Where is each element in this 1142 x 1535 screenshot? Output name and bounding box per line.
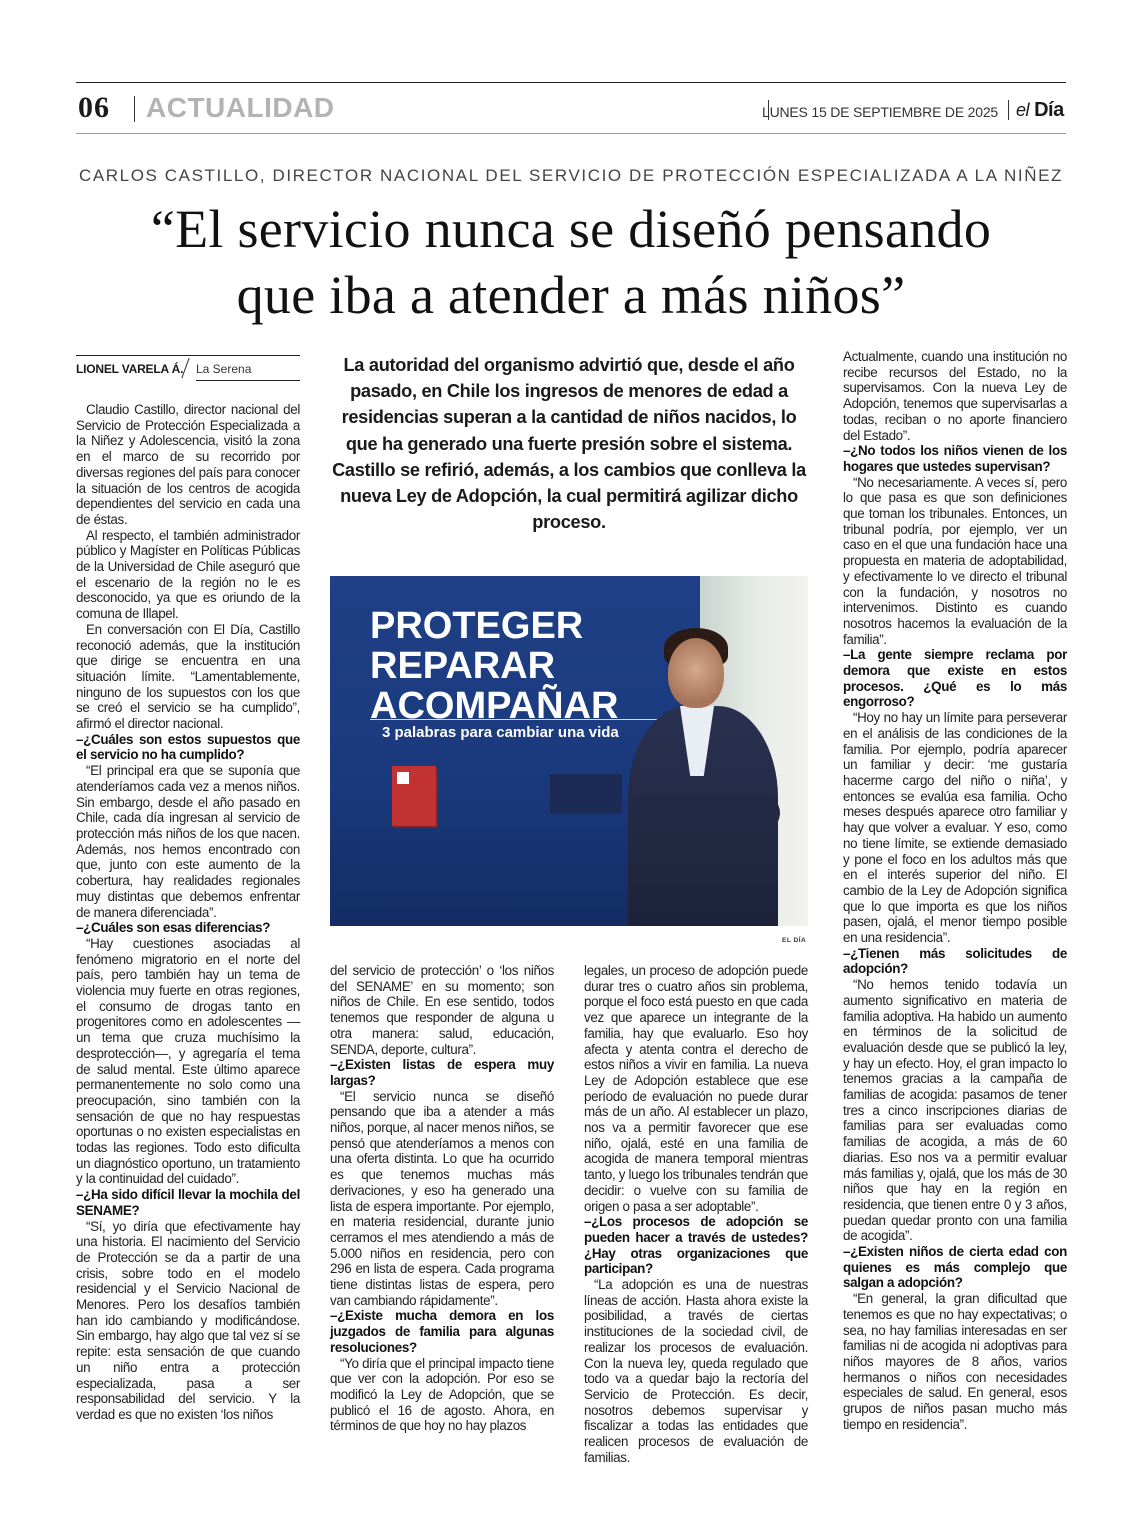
byline-rule xyxy=(76,355,300,356)
article-column-2 xyxy=(330,963,554,1434)
paragraph: “Yo diría que el principal impacto tiene que ver con la adopción. Por eso se modificó la Ley de Adopción, que se publicó el 16 de agosto. Ahora, en términos de que hoy no hay plazos xyxy=(330,1355,554,1434)
paragraph: “No hemos tenido todavía un aumento significativo en materia de familia adoptiva. Ha habido un aumento en términos de la solicitud de evaluación desde que se publicó la ley, y hay un efecto. Hoy, el gran impacto lo tenemos gracias a la campaña de familias de acogida: pasamos de tener tres a cinco inscripciones diarias de familias para ser evaluadas como familias de acogida, a más de 60 diarias. Eso nos va a permitir evaluar más familias y, ojalá, que los más de 30 niños que hay en la región en residencia, que tienen entre 0 y 3 años, puedan quedar pronto con una familia de acogida”. xyxy=(843,977,1067,1244)
paragraph: “No necesariamente. A veces sí, pero lo que pasa es que son definiciones que toman los tribunales. Entonces, un tribunal podría, por ejemplo, ver un caso en el que una fundación hace una propuesta en materia de adoptabilidad, y efectivamente lo ve directo el tribunal con la fundación, y nosotros no intervenimos. Distinto es cuando nosotros hacemos la evaluación de la familia”. xyxy=(843,474,1067,647)
top-rule xyxy=(76,82,1066,83)
person-arms xyxy=(630,794,780,832)
paragraph: En conversación con El Día, Castillo reconoció además, que la institución que dirige se encuentra en una situación límite. “Lamentablemente, ninguno de los supuestos con los que se creó el servicio se ha cumplido”, afirmó el director nacional. xyxy=(76,621,300,732)
paragraph: “Sí, yo diría que efectivamente hay una historia. El nacimiento del Servicio de Protección se da a partir de una crisis, sobre todo en el modelo residencial y el Servicio Nacional de Menores. Pero los desafíos también han ido cambiando y modificándose. Sin embargo, hay algo que tal vez sí se repite: esta sensación de que cuando un niño entra a protección especializada, pasa a ser responsabilidad del servicio. Y la verdad es que no existen ‘los niños xyxy=(76,1218,300,1422)
person-head xyxy=(668,638,724,708)
interview-question: –¿Existen niños de cierta edad con quienes es más complejo que salgan a adopción? xyxy=(843,1244,1067,1291)
headline-line-1: “El servicio nunca se diseñó pensando xyxy=(150,199,992,259)
paragraph: Claudio Castillo, director nacional del Servicio de Protección Especializada a la Niñez y Adolescencia, visitó la zona en el marco de su recorrido por diversas regiones del país para conocer la situación de los centros de acogida dependientes del servicio en cada una de éstas. xyxy=(76,402,300,527)
header-rule xyxy=(76,133,1066,134)
paragraph: del servicio de protección’ o ‘los niños del SENAME’ en su momento; son niños de Chile. En ese sentido, todos tenemos que responder de alguna u otra manera: salud, educación, SENDA, deporte, cultura”. xyxy=(330,963,554,1057)
article-column-1 xyxy=(76,402,300,1423)
interview-question: –¿Ha sido difícil llevar la mochila del SENAME? xyxy=(76,1187,300,1218)
photo-credit: EL DÍA xyxy=(782,937,807,944)
article-lead: La autoridad del organismo advirtió que, desde el año pasado, en Chile los ingresos de menores de edad a residencias superan a la cantidad de niños nacidos, lo que ha generado una fuerte presión sobre el sistema. Castillo se refirió, además, a los cambios que conlleva la nueva Ley de Adopción, la cual permitirá agilizar dicho proceso. xyxy=(332,355,806,533)
interview-question: –¿Cuáles son estos supuestos que el servicio no ha cumplido? xyxy=(76,731,300,763)
newspaper-logo: el Día xyxy=(1016,99,1064,121)
paragraph: “El servicio nunca se diseñó pensando que iba a atender a más niños, porque, al nacer menos niños, se pensó que atenderíamos a menos con una oferta distinta. Lo que ha ocurrido es que tenemos muchas más derivaciones, y eso ha generado una lista de espera importante. Por ejemplo, en materia residencial, durante junio cerramos el mes atendiendo a más de 5.000 niños en residencia, pero con 296 en lista de espera. Cada programa tiene distintas listas de espera, pero van cambiando rápidamente”. xyxy=(330,1088,554,1308)
divider xyxy=(134,96,135,122)
headline-line-2: que iba a atender a más niños” xyxy=(236,265,906,325)
photo-banner-subtitle: 3 palabras para cambiar una vida xyxy=(382,724,619,741)
interview-question: –¿Existe mucha demora en los juzgados de familia para algunas resoluciones? xyxy=(330,1308,554,1355)
paragraph: “Hay cuestiones asociadas al fenómeno migratorio en el norte del país, pero también hay un tema de violencia muy fuerte en otras regiones, el consumo de drogas tanto en progenitores como en adolescentes —un tema que cruza muchísimo la desprotección—, y agregaría el tema de salud mental. Este último aparece permanentemente no solo como una preocupación, sino también con la sensación de que no hay respuestas oportunas o no existen especialistas en todas las regiones. Todo esto dificulta un diagnóstico oportuno, un tratamiento y la continuidad del cuidado”. xyxy=(76,935,300,1187)
paragraph: “El principal era que se suponía que atenderíamos cada vez a menos niños. Sin embargo, desde el año pasado en Chile, cada día ingresan al servicio de protección más niños de los que nacen. Además, nos hemos encontrado con que, junto con este aumento de la cobertura, hay realidades regionales muy distintas que debemos enfrentar de manera diferenciada”. xyxy=(76,763,300,920)
interview-question: –¿Tienen más solicitudes de adopción? xyxy=(843,945,1067,977)
page-number: 06 xyxy=(78,91,110,124)
place-rule xyxy=(196,380,300,381)
paragraph: “Hoy no hay un límite para perseverar en el análisis de las condiciones de la familia. Por ejemplo, podría aparecer un familiar y decir: ‘me gustaría hacerme cargo del niño o niña’, y entonces se evalúa esa familia. Ocho meses después aparece otro familiar y hay que volver a evaluar. Y eso, como no tiene límite, se extiende demasiado y pone el foco en los adultos más que en el interés superior del niño. El cambio de la Ley de Adopción significa que lo que importa es que los niños pasen, ojalá, el menor tiempo posible en una residencia”. xyxy=(843,710,1067,946)
issue-date: LUNES 15 DE SEPTIEMBRE DE 2025 xyxy=(762,104,998,120)
article-headline xyxy=(60,196,1082,328)
divider xyxy=(1008,100,1009,120)
paragraph: “La adopción es una de nuestras líneas de acción. Hasta ahora existe la posibilidad, a través de ciertas instituciones de la sociedad civil, de realizar los procesos de evaluación. Con la nueva ley, queda regulado que todo va a quedar bajo la rectoría del Servicio de Protección. Es decir, nosotros debemos supervisar y fiscalizar a todas las entidades que realicen procesos de evaluación de familias. xyxy=(584,1277,808,1465)
article-column-4 xyxy=(843,349,1067,1433)
paragraph: “En general, la gran dificultad que tenemos es que no hay expectativas; o sea, no hay familias interesadas en ser familias ni de acogida ni adoptivas para niños mayores de 8 años, varios hermanos o niños con necesidades especiales de salud. En general, esos grupos de niños pasan mucho más tiempo en residencia”. xyxy=(843,1291,1067,1432)
paragraph: legales, un proceso de adopción puede durar tres o cuatro años sin problema, porque el foco está puesto en que cada vez que aparece un integrante de la familia, hay que evaluarlo. Eso hoy afecta y atenta contra el derecho de estos niños a vivir en familia. La nueva Ley de Adopción establece que ese período de evaluación no puede durar más de un año. Al establecer un plazo, nos va a permitir favorecer que ese niño, ojalá, esté en una familia de acogida de manera temporal mientras tanto, y luego los tribunales tendrán que decidir: o vuelve con su familia de origen o pasa a ser adoptable”. xyxy=(584,963,808,1214)
paragraph: Actualmente, cuando una institución no recibe recursos del Estado, no la supervisamos. Con la nueva Ley de Adopción, tenemos que supervisarlas a todas, reciban o no aporte financiero del Estado”. xyxy=(843,349,1067,443)
interview-question: –La gente siempre reclama por demora que existe en estos procesos. ¿Qué es lo más engorroso? xyxy=(843,647,1067,710)
article-kicker: CARLOS CASTILLO, DIRECTOR NACIONAL DEL SERVICIO DE PROTECCIÓN ESPECIALIZADA A LA NIÑEZ xyxy=(78,166,1064,185)
section-title: ACTUALIDAD xyxy=(146,92,335,123)
article-photo xyxy=(330,576,808,926)
poster-image xyxy=(550,774,622,814)
red-book-image xyxy=(392,766,436,826)
article-column-3 xyxy=(584,963,808,1466)
photo-banner-text: PROTEGER REPARAR ACOMPAÑAR xyxy=(370,605,619,727)
interview-question: –¿No todos los niños vienen de los hogares que ustedes supervisan? xyxy=(843,443,1067,474)
interview-question: –¿Cuáles son esas diferencias? xyxy=(76,920,271,936)
photo-banner-rule xyxy=(370,719,690,720)
author-byline: LIONEL VARELA Á. xyxy=(76,362,184,376)
interview-question: –¿Existen listas de espera muy largas? xyxy=(330,1057,554,1088)
interview-question: –¿Los procesos de adopción se pueden hacer a través de ustedes? ¿Hay otras organizaciones que participan? xyxy=(584,1214,808,1277)
paragraph: Al respecto, el también administrador público y Magíster en Políticas Públicas de la Universidad de Chile aseguró que el escenario de la región no le es desconocido, ya que es oriundo de la comuna de Illapel. xyxy=(76,527,300,622)
dateline-place: La Serena xyxy=(196,362,252,376)
